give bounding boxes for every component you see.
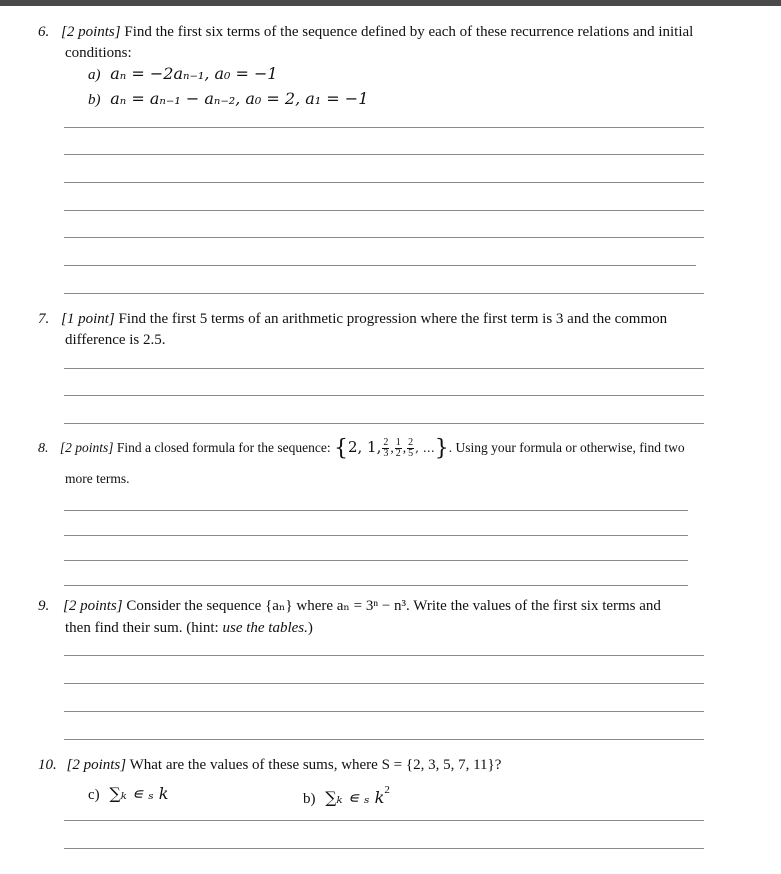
recurrence-expression: aₙ = aₙ₋₁ − aₙ₋₂, a₀ = 2, a₁ = −1 bbox=[110, 89, 369, 108]
question-text: Find the first 5 terms of an arithmetic progression where the first term is 3 and the common bbox=[118, 311, 668, 327]
question-9-text-line1 bbox=[38, 597, 661, 615]
part-label: a) bbox=[88, 67, 101, 83]
question-text: Consider the sequence {aₙ} where aₙ = 3ⁿ − n³. Write the values of the first six terms and bbox=[126, 598, 661, 614]
question-10-part-b bbox=[303, 785, 390, 808]
sequence-fraction bbox=[382, 438, 389, 459]
answer-line[interactable] bbox=[64, 585, 688, 586]
question-text: ) bbox=[307, 620, 313, 636]
question-number: 10. bbox=[38, 757, 57, 773]
question-6-part-b bbox=[88, 90, 368, 109]
points-label: [2 points] bbox=[63, 598, 123, 614]
question-text: Find a closed formula for the sequence: bbox=[116, 440, 331, 455]
points-label: [2 points] bbox=[66, 757, 127, 773]
sequence-start: 2, 1, bbox=[347, 438, 382, 456]
sequence-open-brace: { bbox=[333, 435, 348, 461]
answer-line[interactable] bbox=[64, 510, 688, 511]
answer-line[interactable] bbox=[64, 535, 688, 536]
answer-line[interactable] bbox=[64, 127, 704, 128]
answer-line[interactable] bbox=[64, 820, 704, 821]
question-number: 8. bbox=[38, 441, 49, 456]
answer-line[interactable] bbox=[64, 154, 704, 155]
question-number: 6. bbox=[38, 24, 50, 40]
answer-line[interactable] bbox=[64, 739, 704, 740]
hint-text: use the tables. bbox=[222, 620, 308, 636]
fraction-denominator: 3 bbox=[383, 448, 389, 460]
question-10-text-line1 bbox=[38, 756, 501, 774]
answer-line[interactable] bbox=[64, 395, 704, 396]
sequence-fraction bbox=[407, 438, 414, 459]
answer-line[interactable] bbox=[64, 655, 704, 656]
answer-line[interactable] bbox=[64, 237, 704, 238]
part-label: c) bbox=[88, 787, 100, 803]
sequence-close-brace: } bbox=[434, 435, 449, 461]
top-border-bar bbox=[0, 0, 781, 6]
sequence-fraction bbox=[395, 438, 402, 459]
points-label: [2 points] bbox=[61, 24, 121, 40]
fraction-denominator: 5 bbox=[408, 448, 414, 460]
question-text-continued: . Using your formula or otherwise, find two bbox=[448, 440, 685, 455]
fraction-numerator: 2 bbox=[383, 437, 389, 449]
answer-line[interactable] bbox=[64, 423, 704, 424]
question-9-text-line2 bbox=[65, 619, 313, 637]
exponent: 2 bbox=[384, 784, 390, 796]
answer-line[interactable] bbox=[64, 182, 704, 183]
fraction-numerator: 2 bbox=[408, 437, 414, 449]
question-7-text-line1 bbox=[38, 310, 667, 328]
question-8-text-line1: 8. [2 points] Find a closed formula for the sequence: {2, 1, $\frac{2}{3}$ , $\frac{1}{2}$ , $\frac{2}{5}$ , …}. Using your formula or otherwise, find two bbox=[38, 435, 685, 461]
recurrence-expression: aₙ = −2aₙ₋₁, a₀ = −1 bbox=[110, 64, 278, 83]
question-7-text-line2: difference is 2.5. bbox=[65, 332, 166, 348]
fraction-denominator: 2 bbox=[395, 448, 401, 460]
answer-line[interactable] bbox=[64, 848, 704, 849]
fraction-numerator: 1 bbox=[395, 437, 401, 449]
answer-line[interactable] bbox=[64, 711, 704, 712]
question-number: 9. bbox=[38, 598, 50, 614]
question-8-text-line2: more terms. bbox=[65, 471, 130, 486]
sum-expression: ∑ₖ ∊ ₛ k bbox=[109, 784, 169, 803]
question-6-text-line1 bbox=[38, 23, 693, 41]
question-text: What are the values of these sums, where S = {2, 3, 5, 7, 11}? bbox=[129, 757, 502, 773]
question-text: then find their sum. (hint: bbox=[65, 620, 223, 636]
answer-line[interactable] bbox=[64, 265, 696, 266]
sequence-ellipsis: , … bbox=[415, 441, 435, 455]
sum-expression: ∑ₖ ∊ ₛ k bbox=[325, 788, 385, 807]
part-label: b) bbox=[303, 791, 316, 807]
question-number: 7. bbox=[38, 311, 50, 327]
question-10-part-c bbox=[88, 785, 169, 804]
answer-line[interactable] bbox=[64, 683, 704, 684]
points-label: [2 points] bbox=[59, 440, 114, 455]
question-text: Find the first six terms of the sequence defined by each of these recurrence relations and initial bbox=[124, 24, 694, 40]
answer-line[interactable] bbox=[64, 560, 688, 561]
answer-line[interactable] bbox=[64, 293, 704, 294]
answer-line[interactable] bbox=[64, 368, 704, 369]
answer-line[interactable] bbox=[64, 210, 704, 211]
points-label: [1 point] bbox=[61, 311, 115, 327]
question-6-part-a bbox=[88, 65, 278, 84]
question-6-text-line2: conditions: bbox=[65, 45, 132, 61]
part-label: b) bbox=[88, 92, 101, 108]
